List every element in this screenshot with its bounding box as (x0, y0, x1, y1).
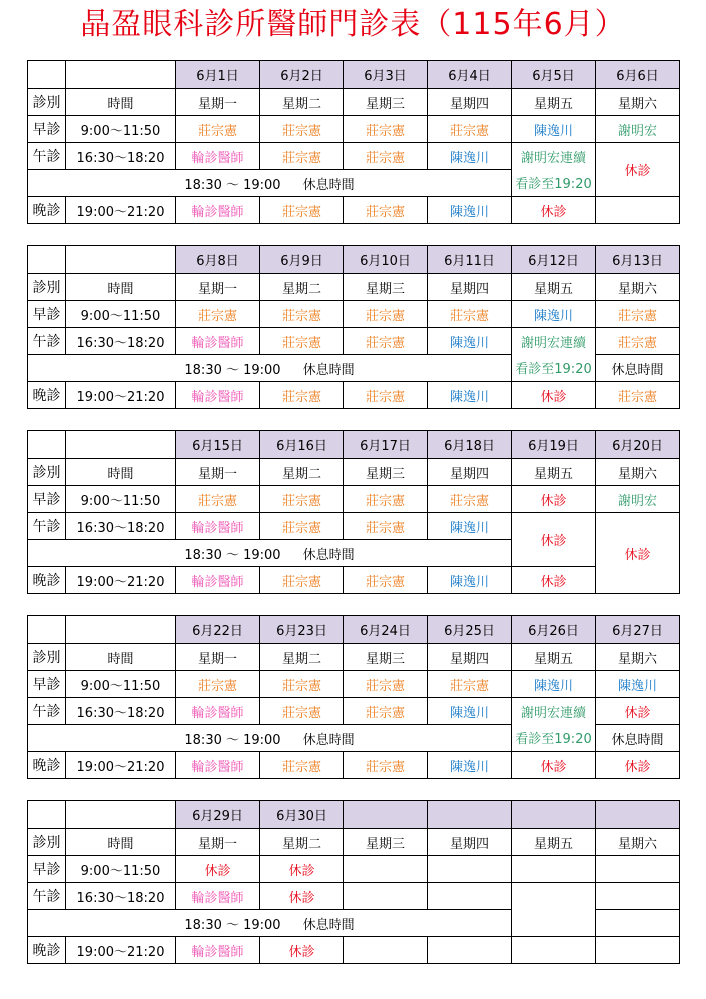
empty-cell (596, 856, 680, 883)
morning-session-label: 早診 (28, 856, 66, 883)
weekday-header: 星期二 (260, 644, 344, 671)
date-header: 6月6日 (596, 61, 680, 89)
empty-cell (28, 431, 66, 459)
weekday-header: 星期二 (260, 274, 344, 301)
evening-session-label: 晚診 (28, 567, 66, 594)
empty-cell (66, 246, 176, 274)
weekday-header: 星期四 (428, 829, 512, 856)
doctor-cell: 莊宗憲 (344, 698, 428, 725)
break-label: 休息時間 (302, 732, 355, 748)
empty-cell (344, 856, 428, 883)
break-label: 休息時間 (302, 177, 355, 193)
weekday-header: 星期五 (512, 274, 596, 301)
morning-session-label: 早診 (28, 671, 66, 698)
doctor-cell: 休診 (260, 937, 344, 964)
empty-cell (66, 431, 176, 459)
break-time: 18:30 ～ 19:00 (184, 547, 281, 563)
weekday-header: 星期二 (260, 89, 344, 116)
closed-cell: 休診 (512, 513, 596, 567)
doctor-cell: 輪診醫師 (176, 937, 260, 964)
doctor-cell: 陳逸川 (428, 752, 512, 779)
time-header: 時間 (66, 274, 176, 301)
doctor-cell: 輪診醫師 (176, 513, 260, 540)
break-label: 休息時間 (302, 547, 355, 563)
afternoon-time: 16:30～18:20 (66, 883, 176, 910)
doctor-cell: 陳逸川 (428, 328, 512, 355)
doctor-cell: 莊宗憲 (260, 567, 344, 594)
doctor-cell: 陳逸川 (512, 116, 596, 143)
doctor-cell: 莊宗憲 (596, 382, 680, 409)
fri-extended-note: 看診至19:20 (512, 725, 596, 752)
doctor-cell: 莊宗憲 (344, 197, 428, 224)
weekday-header: 星期四 (428, 644, 512, 671)
break-row (28, 910, 512, 937)
doctor-cell: 莊宗憲 (176, 116, 260, 143)
date-header (512, 801, 596, 829)
doctor-cell: 莊宗憲 (344, 513, 428, 540)
date-header: 6月19日 (512, 431, 596, 459)
page-title: 晶盈眼科診所醫師門診表（115年6月） (80, 7, 626, 42)
empty-cell (512, 937, 596, 964)
schedule-week-2 (27, 245, 680, 409)
evening-time: 19:00～21:20 (66, 752, 176, 779)
time-header: 時間 (66, 644, 176, 671)
sat-break-label: 休息時間 (596, 355, 680, 382)
doctor-cell: 莊宗憲 (344, 671, 428, 698)
doctor-cell: 莊宗憲 (344, 301, 428, 328)
doctor-cell: 輪診醫師 (176, 382, 260, 409)
doctor-cell: 莊宗憲 (260, 197, 344, 224)
empty-cell (596, 883, 680, 910)
break-label: 休息時間 (302, 917, 355, 933)
date-header: 6月10日 (344, 246, 428, 274)
doctor-cell: 莊宗憲 (260, 301, 344, 328)
doctor-cell: 莊宗憲 (260, 698, 344, 725)
date-header (344, 801, 428, 829)
weekday-header: 星期三 (344, 274, 428, 301)
date-header: 6月26日 (512, 616, 596, 644)
doctor-cell: 陳逸川 (428, 513, 512, 540)
evening-time: 19:00～21:20 (66, 197, 176, 224)
morning-time: 9:00～11:50 (66, 671, 176, 698)
morning-time: 9:00～11:50 (66, 486, 176, 513)
doctor-cell: 莊宗憲 (260, 382, 344, 409)
doctor-cell: 陳逸川 (428, 197, 512, 224)
doctor-cell: 莊宗憲 (260, 328, 344, 355)
doctor-cell: 輪診醫師 (176, 752, 260, 779)
doctor-cell: 莊宗憲 (596, 301, 680, 328)
break-row (28, 725, 512, 752)
weekday-header: 星期五 (512, 829, 596, 856)
date-header: 6月8日 (176, 246, 260, 274)
break-time: 18:30 ～ 19:00 (184, 177, 281, 193)
doctor-cell: 莊宗憲 (428, 116, 512, 143)
doctor-cell: 謝明宏連續 (512, 143, 596, 170)
doctor-cell: 輪診醫師 (176, 197, 260, 224)
empty-cell (512, 856, 596, 883)
time-header: 時間 (66, 829, 176, 856)
evening-time: 19:00～21:20 (66, 937, 176, 964)
empty-cell (28, 61, 66, 89)
doctor-cell: 莊宗憲 (176, 301, 260, 328)
afternoon-time: 16:30～18:20 (66, 698, 176, 725)
date-header: 6月25日 (428, 616, 512, 644)
doctor-cell: 莊宗憲 (344, 486, 428, 513)
morning-session-label: 早診 (28, 486, 66, 513)
afternoon-time: 16:30～18:20 (66, 143, 176, 170)
doctor-cell: 莊宗憲 (344, 116, 428, 143)
doctor-cell: 休診 (596, 752, 680, 779)
evening-time: 19:00～21:20 (66, 382, 176, 409)
doctor-cell: 輪診醫師 (176, 328, 260, 355)
time-header: 時間 (66, 89, 176, 116)
date-header: 6月22日 (176, 616, 260, 644)
doctor-cell: 休診 (596, 698, 680, 725)
doctor-cell: 莊宗憲 (260, 513, 344, 540)
weekday-header: 星期三 (344, 459, 428, 486)
afternoon-session-label: 午診 (28, 513, 66, 540)
date-header: 6月15日 (176, 431, 260, 459)
doctor-cell: 莊宗憲 (176, 671, 260, 698)
weekday-header: 星期四 (428, 274, 512, 301)
break-row (28, 540, 512, 567)
doctor-cell: 謝明宏連續 (512, 328, 596, 355)
doctor-cell: 謝明宏 (596, 116, 680, 143)
date-header: 6月9日 (260, 246, 344, 274)
session-header: 診別 (28, 459, 66, 486)
weekday-header: 星期六 (596, 644, 680, 671)
session-header: 診別 (28, 829, 66, 856)
morning-session-label: 早診 (28, 116, 66, 143)
doctor-cell: 莊宗憲 (344, 382, 428, 409)
break-row (28, 355, 512, 382)
empty-cell (596, 197, 680, 224)
empty-cell (512, 883, 596, 937)
morning-time: 9:00～11:50 (66, 856, 176, 883)
morning-time: 9:00～11:50 (66, 116, 176, 143)
empty-cell (428, 883, 512, 910)
doctor-cell: 陳逸川 (428, 382, 512, 409)
fri-extended-note: 看診至19:20 (512, 355, 596, 382)
empty-cell (344, 937, 428, 964)
doctor-cell: 謝明宏 (596, 486, 680, 513)
date-header: 6月4日 (428, 61, 512, 89)
session-header: 診別 (28, 644, 66, 671)
weekday-header: 星期六 (596, 459, 680, 486)
doctor-cell: 莊宗憲 (260, 752, 344, 779)
empty-cell (428, 856, 512, 883)
doctor-cell: 莊宗憲 (260, 116, 344, 143)
empty-cell (596, 937, 680, 964)
date-header: 6月16日 (260, 431, 344, 459)
date-header (428, 801, 512, 829)
doctor-cell: 休診 (260, 883, 344, 910)
doctor-cell: 休診 (512, 567, 596, 594)
doctor-cell: 休診 (260, 856, 344, 883)
date-header: 6月18日 (428, 431, 512, 459)
weekday-header: 星期三 (344, 829, 428, 856)
doctor-cell: 休診 (176, 856, 260, 883)
weekday-header: 星期一 (176, 829, 260, 856)
date-header: 6月30日 (260, 801, 344, 829)
break-row (28, 170, 512, 197)
sat-break-label: 休息時間 (596, 725, 680, 752)
date-header: 6月1日 (176, 61, 260, 89)
doctor-cell: 莊宗憲 (176, 486, 260, 513)
afternoon-session-label: 午診 (28, 143, 66, 170)
weekday-header: 星期四 (428, 459, 512, 486)
afternoon-session-label: 午診 (28, 698, 66, 725)
date-header: 6月3日 (344, 61, 428, 89)
weekday-header: 星期一 (176, 274, 260, 301)
session-header: 診別 (28, 89, 66, 116)
doctor-cell: 休診 (512, 486, 596, 513)
morning-time: 9:00～11:50 (66, 301, 176, 328)
evening-session-label: 晚診 (28, 197, 66, 224)
doctor-cell: 陳逸川 (428, 567, 512, 594)
doctor-cell: 休診 (512, 382, 596, 409)
evening-session-label: 晚診 (28, 382, 66, 409)
fri-extended-note: 看診至19:20 (512, 170, 596, 197)
date-header: 6月17日 (344, 431, 428, 459)
weekday-header: 星期三 (344, 644, 428, 671)
morning-session-label: 早診 (28, 301, 66, 328)
break-time: 18:30 ～ 19:00 (184, 362, 281, 378)
weekday-header: 星期一 (176, 459, 260, 486)
evening-time: 19:00～21:20 (66, 567, 176, 594)
weekday-header: 星期一 (176, 644, 260, 671)
weekday-header: 星期六 (596, 274, 680, 301)
weekday-header: 星期二 (260, 459, 344, 486)
empty-cell (66, 801, 176, 829)
doctor-cell: 莊宗憲 (260, 143, 344, 170)
date-header: 6月5日 (512, 61, 596, 89)
doctor-cell: 陳逸川 (596, 671, 680, 698)
doctor-cell: 莊宗憲 (428, 301, 512, 328)
doctor-cell: 莊宗憲 (260, 486, 344, 513)
doctor-cell: 莊宗憲 (344, 143, 428, 170)
weekday-header: 星期五 (512, 459, 596, 486)
weekday-header: 星期四 (428, 89, 512, 116)
closed-cell: 休診 (596, 143, 680, 197)
date-header: 6月12日 (512, 246, 596, 274)
time-header: 時間 (66, 459, 176, 486)
evening-session-label: 晚診 (28, 752, 66, 779)
doctor-cell: 謝明宏連續 (512, 698, 596, 725)
empty-cell (596, 910, 680, 937)
date-header: 6月20日 (596, 431, 680, 459)
empty-cell (66, 61, 176, 89)
break-label: 休息時間 (302, 362, 355, 378)
doctor-cell: 陳逸川 (512, 301, 596, 328)
doctor-cell: 莊宗憲 (596, 328, 680, 355)
closed-cell: 休診 (596, 513, 680, 594)
date-header: 6月24日 (344, 616, 428, 644)
doctor-cell: 莊宗憲 (344, 328, 428, 355)
doctor-cell: 莊宗憲 (344, 567, 428, 594)
weekday-header: 星期五 (512, 644, 596, 671)
empty-cell (28, 616, 66, 644)
doctor-cell: 莊宗憲 (428, 671, 512, 698)
session-header: 診別 (28, 274, 66, 301)
doctor-cell: 休診 (512, 752, 596, 779)
date-header: 6月13日 (596, 246, 680, 274)
date-header: 6月2日 (260, 61, 344, 89)
doctor-cell: 陳逸川 (512, 671, 596, 698)
break-time: 18:30 ～ 19:00 (184, 917, 281, 933)
doctor-cell: 陳逸川 (428, 698, 512, 725)
doctor-cell: 莊宗憲 (344, 752, 428, 779)
afternoon-time: 16:30～18:20 (66, 328, 176, 355)
empty-cell (66, 616, 176, 644)
doctor-cell: 陳逸川 (428, 143, 512, 170)
weekday-header: 星期一 (176, 89, 260, 116)
doctor-cell: 輪診醫師 (176, 883, 260, 910)
afternoon-session-label: 午診 (28, 328, 66, 355)
schedule-week-5 (27, 800, 680, 964)
doctor-cell: 莊宗憲 (260, 671, 344, 698)
evening-session-label: 晚診 (28, 937, 66, 964)
empty-cell (428, 937, 512, 964)
weekday-header: 星期三 (344, 89, 428, 116)
weekday-header: 星期五 (512, 89, 596, 116)
schedule-week-3 (27, 430, 680, 594)
doctor-cell: 莊宗憲 (428, 486, 512, 513)
weekday-header: 星期二 (260, 829, 344, 856)
date-header: 6月29日 (176, 801, 260, 829)
schedule-week-4 (27, 615, 680, 779)
doctor-cell: 輪診醫師 (176, 698, 260, 725)
doctor-cell: 輪診醫師 (176, 143, 260, 170)
date-header: 6月11日 (428, 246, 512, 274)
doctor-cell: 輪診醫師 (176, 567, 260, 594)
empty-cell (344, 883, 428, 910)
schedule-week-1 (27, 60, 680, 224)
afternoon-time: 16:30～18:20 (66, 513, 176, 540)
empty-cell (28, 246, 66, 274)
break-time: 18:30 ～ 19:00 (184, 732, 281, 748)
afternoon-session-label: 午診 (28, 883, 66, 910)
date-header (596, 801, 680, 829)
date-header: 6月27日 (596, 616, 680, 644)
date-header: 6月23日 (260, 616, 344, 644)
weekday-header: 星期六 (596, 89, 680, 116)
doctor-cell: 休診 (512, 197, 596, 224)
weekday-header: 星期六 (596, 829, 680, 856)
empty-cell (28, 801, 66, 829)
